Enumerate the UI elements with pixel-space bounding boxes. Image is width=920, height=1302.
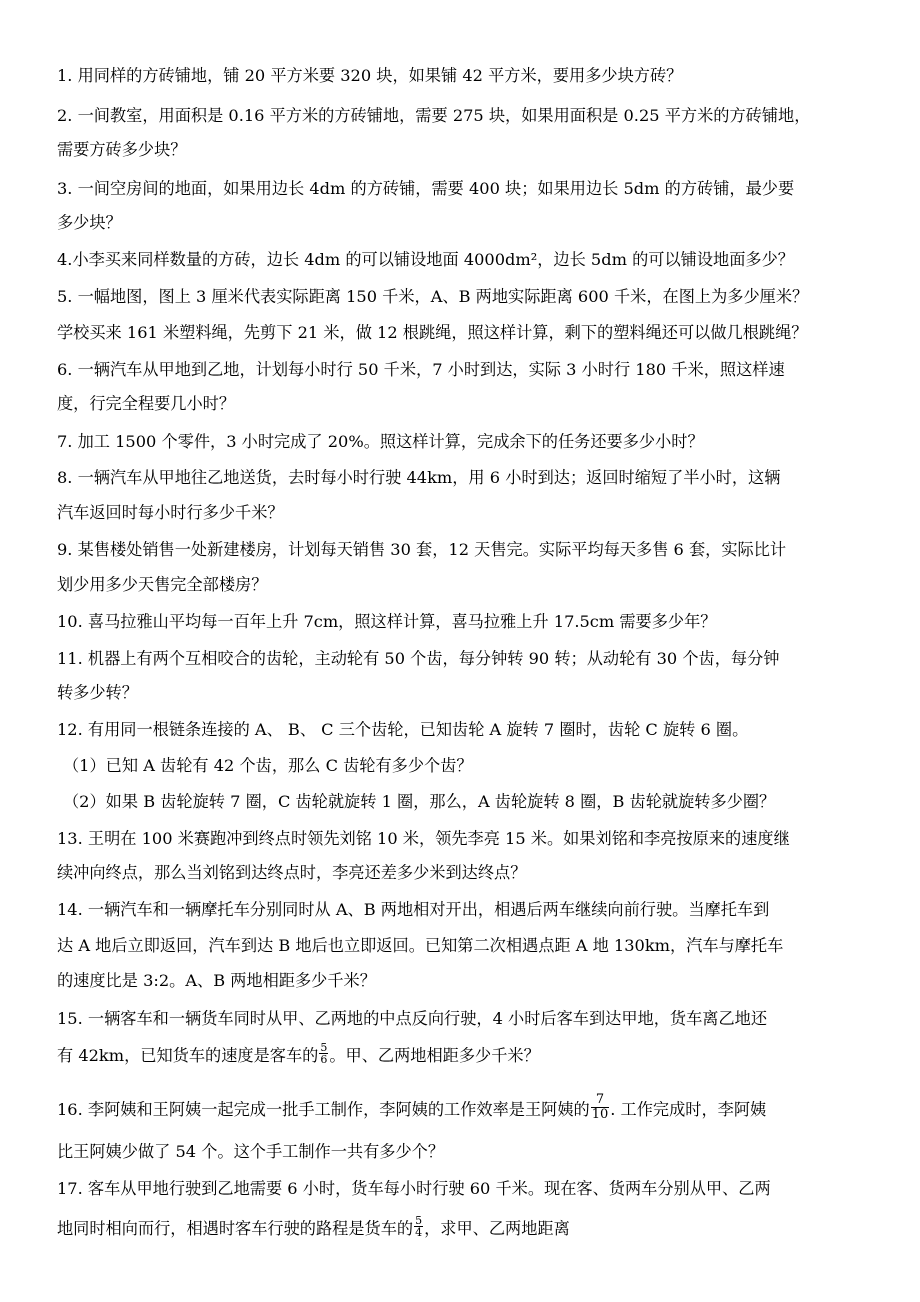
question-13-line-1: 13. 王明在 100 米赛跑冲到终点时领先刘铭 10 米，领先李亮 15 米。如果刘铭和李亮按原来的速度继 [57,829,790,848]
fraction-seven-tenths [591,1093,610,1122]
question-16-text-before: 16. 李阿姨和王阿姨一起完成一批手工制作，李阿姨的工作效率是王阿姨的 [57,1100,590,1119]
fraction-numerator: 5 [320,1041,328,1054]
question-15-line-2 [57,1042,540,1068]
fraction-denominator: 4 [415,1226,423,1239]
fraction-denominator: 6 [320,1053,328,1066]
question-17-text-after: ，求甲、乙两地距离 [424,1219,570,1238]
fraction-five-sixths [319,1042,328,1065]
question-7: 7. 加工 1500 个零件，3 小时完成了 20%。照这样计算，完成余下的任务还要多少小时？ [57,432,704,451]
question-14-line-1: 14. 一辆汽车和一辆摩托车分别同时从 A、B 两地相对开出，相遇后两车继续向前行驶。当摩托车到 [57,900,770,919]
question-17-line-2 [57,1215,570,1241]
question-11-line-2: 转多少转？ [57,683,138,702]
question-14-line-3: 的速度比是 3:2。A、B 两地相距多少千米？ [57,971,376,990]
fraction-numerator: 5 [415,1214,423,1227]
question-10: 10. 喜马拉雅山平均每一百年上升 7cm，照这样计算，喜马拉雅上升 17.5cm 需要多少年？ [57,612,717,631]
question-8-line-2: 汽车返回时每小时行多少千米？ [57,503,284,522]
question-17-line-1: 17. 客车从甲地行驶到乙地需要 6 小时，货车每小时行驶 60 千米。现在客、货两车分别从甲、乙两 [57,1179,771,1198]
question-15-text-before: 有 42km，已知货车的速度是客车的 [57,1046,319,1065]
question-16-line-1 [57,1092,767,1125]
question-17-text-before: 地同时相向而行，相遇时客车行驶的路程是货车的 [57,1219,414,1238]
question-8-line-1: 8. 一辆汽车从甲地往乙地送货，去时每小时行驶 44km，用 6 小时到达；返回时缩短了半小时，这辆 [57,468,781,487]
question-14-line-2: 达 A 地后立即返回，汽车到达 B 地后也立即返回。已知第二次相遇点距 A 地 130km，汽车与摩托车 [57,936,784,955]
fraction-five-fourths [414,1215,423,1238]
question-15-text-after: 。甲、乙两地相距多少千米？ [329,1046,540,1065]
question-2-line-2: 需要方砖多少块？ [57,140,187,159]
question-4: 4.小李买来同样数量的方砖，边长 4dm 的可以铺设地面 4000dm²，边长 5dm 的可以铺设地面多少？ [57,250,794,269]
question-11-line-1: 11. 机器上有两个互相咬合的齿轮，主动轮有 50 个齿，每分钟转 90 转；从动轮有 30 个齿，每分钟 [57,649,780,668]
question-13-line-2: 续冲向终点，那么当刘铭到达终点时，李亮还差多少米到达终点？ [57,863,527,882]
fraction-denominator: 10 [591,1107,609,1122]
question-3-line-1: 3. 一间空房间的地面，如果用边长 4dm 的方砖铺，需要 400 块；如果用边长 5dm 的方砖铺，最少要 [57,179,795,198]
question-12-part-2: （2）如果 B 齿轮旋转 7 圈，C 齿轮就旋转 1 圈，那么，A 齿轮旋转 8 圈，B 齿轮就旋转多少圈？ [63,792,776,811]
question-16-line-2: 比王阿姨少做了 54 个。这个手工制作一共有多少个？ [57,1142,445,1161]
question-9-line-1: 9. 某售楼处销售一处新建楼房，计划每天销售 30 套，12 天售完。实际平均每天多售 6 套，实际比计 [57,540,787,559]
question-5-line-1: 5. 一幅地图，图上 3 厘米代表实际距离 150 千米，A、B 两地实际距离 600 千米，在图上为多少厘米？ [57,287,809,306]
question-6-line-2: 度，行完全程要几小时？ [57,394,236,413]
question-15-line-1: 15. 一辆客车和一辆货车同时从甲、乙两地的中点反向行驶，4 小时后客车到达甲地，货车离乙地还 [57,1009,768,1028]
question-9-line-2: 划少用多少天售完全部楼房？ [57,575,268,594]
question-1: 1. 用同样的方砖铺地，铺 20 平方米要 320 块，如果铺 42 平方米，要用多少块方砖？ [57,66,683,85]
question-6-line-1: 6. 一辆汽车从甲地到乙地，计划每小时行 50 千米，7 小时到达，实际 3 小时行 180 千米，照这样速 [57,360,785,379]
question-5-line-2: 学校买来 161 米塑料绳，先剪下 21 米，做 12 根跳绳，照这样计算，剩下的塑料绳还可以做几根跳绳？ [57,323,808,342]
question-16-text-after: . 工作完成时，李阿姨 [610,1100,767,1119]
question-12: 12. 有用同一根链条连接的 A、 B、 C 三个齿轮，已知齿轮 A 旋转 7 圈时，齿轮 C 旋转 6 圈。 [57,720,749,739]
fraction-numerator: 7 [591,1093,610,1108]
question-3-line-2: 多少块？ [57,213,122,232]
question-2-line-1: 2. 一间教室，用面积是 0.16 平方米的方砖铺地，需要 275 块，如果用面积是 0.25 平方米的方砖铺地， [57,106,811,125]
question-12-part-1: （1）已知 A 齿轮有 42 个齿，那么 C 齿轮有多少个齿？ [63,756,473,775]
